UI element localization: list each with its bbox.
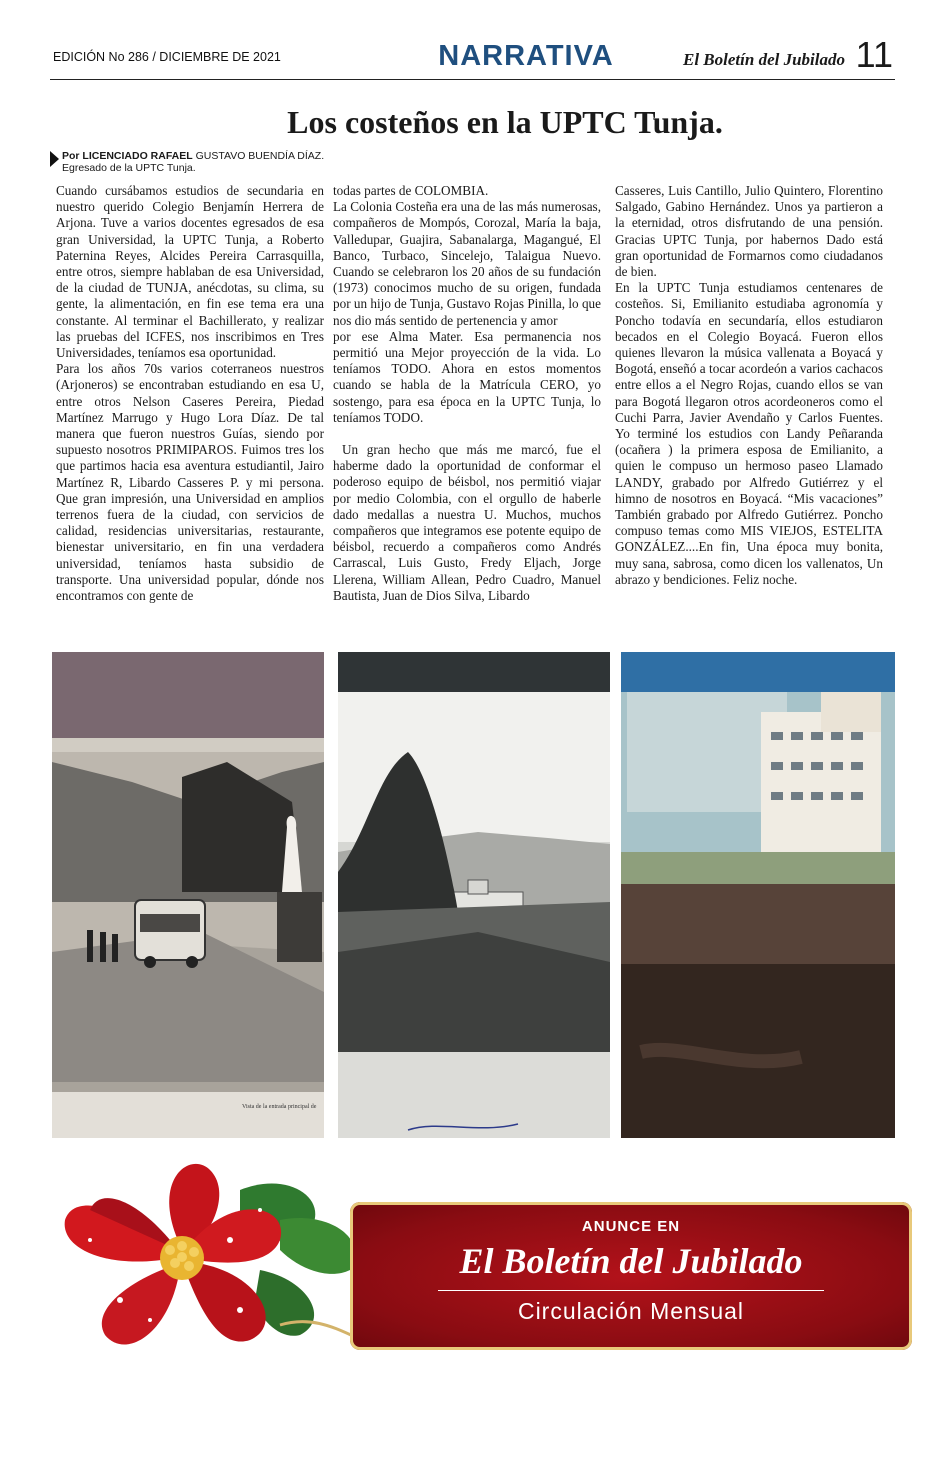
header-rule [50,79,895,80]
byline-affiliation: Egresado de la UPTC Tunja. [62,162,196,174]
edition-label: EDICIÓN No 286 / DICIEMBRE DE 2021 [53,50,281,64]
ad-brand-title: El Boletín del Jubilado [459,1241,803,1281]
paragraph: por ese Alma Mater. Esa permanencia nos permitió una Mejor proyección de la vida. Lo teníamos TODO. Ahora en estos momentos cuando se habla de la Matrícula CERO, yo sostengo, para esa época en la UPTC Tunja, lo teníamos TODO. [333,328,601,425]
ad-divider [438,1290,824,1291]
ad-small-title: ANUNCE EN [581,1218,681,1235]
page-number: 11 [855,34,893,75]
photo-3-illustration [621,652,895,1138]
photo-1-illustration [52,652,324,1138]
publication-name: El Boletín del Jubilado [683,50,845,69]
photo-2-illustration [338,652,610,1138]
paragraph: En la UPTC Tunja estudiamos centenares de costeños. Si, Emilianito estudiaba agronomía y Poncho todavía en secundaría, ellos estudiaron becados en el Colegio Boyacá. Fueron ellos quienes llevaron la música vallenata a Boyacá y Bogotá, enseñó a tocar acordeón a varios cachacos entre ellos a el Negro Rojas, cuando ellos se van para Bogotá llegaron otros acordeoneros como el Cuchi Parra, Javier Avendaño y Carlos Fuentes. Yo terminé los estudios con Landy Peñaranda (ocañera ) la primera esposa de Emilianito, a quien le compuso un hermoso paseo Llamado LANDY, grabado por Alfredo Gutiérrez y el himno de nosotros en Boyacá. “Mis vacaciones” También grabado por Alfredo Gutiérrez. Poncho compuso temas como MIS VIEJOS, ESTELITA GONZÁLEZ....En fin, Una época muy bonita, muy sana, sabrosa, como dicen los vallenatos, Un abrazo y bendiciones. Feliz noche. [615,280,883,587]
page-header [50,36,895,76]
byline-name: LICENCIADO RAFAEL [82,150,193,162]
ad-panel [350,1202,912,1350]
article-column-2 [333,183,601,604]
ad-subtitle: Circulación Mensual [517,1298,745,1324]
paragraph: Cuando cursábamos estudios de secundaria en nuestro querido Colegio Benjamín Herrera de Arjona. Tuve a varios docentes egresados de esa gran Universidad, la UPTC Tunja, a Roberto Paternina Reyes, Alcides Pereira Carrasquilla, entre otros, siempre hablaban de esa Universidad, de la ciudad de TUNJA, anécdotas, su clima, su gente, la alimentación, en fin ese tema era una constante. Al terminar el Bachillerato, y realizar las pruebas del ICFES, nos inscribimos en Tres Universidades, teníamos esa oportunidad. [56,183,324,361]
arrow-icon [50,151,59,167]
photo-university-building [621,652,895,1138]
paragraph: Un gran hecho que más me marcó, fue el haberme dado la oportunidad de conformar el poderoso equipo de béisbol, nos permitió viajar por medio Colombia, con el orgullo de haberle dado medallas a nuestra U. Muchos, muchos compañeros que integramos ese potente equipo de béisbol, recuerdo a compañeros como Andrés Carrascal, Luis Gusto, Fredy Eljach, Jorge Llerena, William Allean, Pedro Cuadro, Manuel Bautista, Juan de Dios Silva, Libardo [333,442,601,603]
article-column-3 [615,183,883,588]
photo-university-entrance [52,652,324,1138]
article-column-1 [56,183,324,604]
paragraph: Para los años 70s varios coterraneos nuestros (Arjoneros) se encontraban estudiando en esa U, entre otros Nelson Caseres Pereira, Piedad Martínez Marrugo y Hugo Lora Díaz. De tal manera que fueron nuestros Guías, siendo por supuesto nosotros PRIMIPAROS. Fuimos tres los que partimos hacia esa aventura estudiantil, Jairo Martínez R, Libardo Casseres P. y mi persona. Que gran impresión, una Universidad en amplios terrenos fuera de la ciudad, con servicios de calidad, residencias universitarias, restaurante, bienestar universitario, en fin una verdadera universidad, teníamos hasta subsidio de transporte. Una universidad popular, dónde nos encontramos con gente de [56,361,324,604]
paragraph: La Colonia Costeña era una de las más numerosas, compañeros de Mompós, Corozal, María la baja, Valledupar, Guajira, Sabanalarga, Magangué, El Banco, Turbaco, Sincelejo, Talaigua Nuevo. Cuando se celebraron los 20 años de su fundación (1973) conocimos mucho de su origen, fundada por un hijo de Tunja, Gustavo Rojas Pinilla, lo que nos dio más sentido de pertenencia y amor [333,199,601,328]
photo-caption: Vista de la entrada principal de [242,1104,317,1110]
section-title: NARRATIVA [438,40,614,72]
advertisement-banner [30,1150,920,1365]
photo-campus-panorama [338,652,610,1138]
byline-label: Por [62,150,83,162]
poinsettia-icon [30,1150,390,1365]
byline-rest: GUSTAVO BUENDÍA DÍAZ. [192,150,325,162]
byline [50,150,380,174]
paragraph: todas partes de COLOMBIA. [333,183,489,198]
paragraph: Casseres, Luis Cantillo, Julio Quintero, Florentino Salgado, Gabino Hernández. Unos ya partieron a la eternidad, otros disfrutando de una pensión. Gracias UPTC Tunja, por habernos Dado está gran oportunidad de Formarnos como ciudadanos de bien. [615,183,883,280]
article-title: Los costeños en la UPTC Tunja. [287,104,723,140]
